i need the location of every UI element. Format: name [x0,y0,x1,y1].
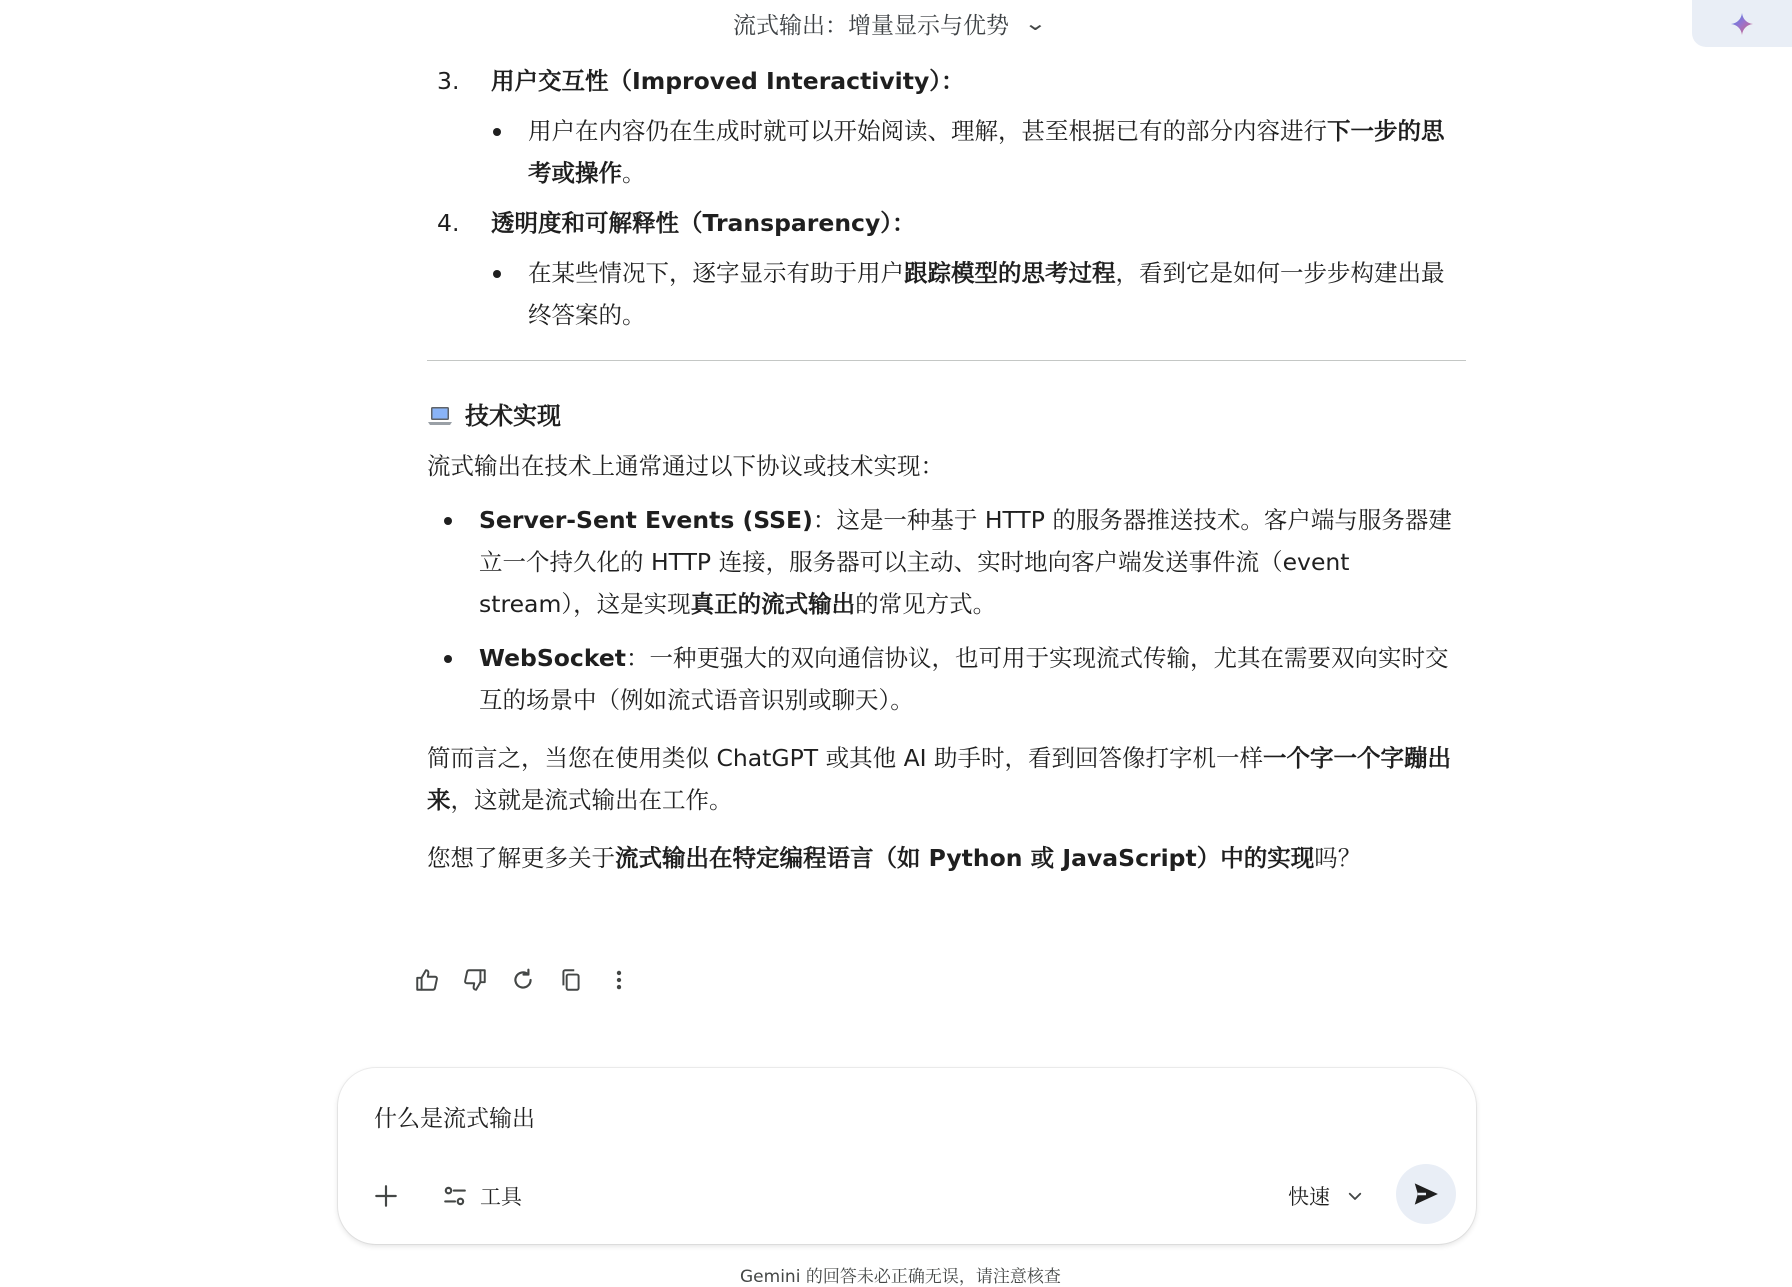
list-item-heading: 透明度和可解释性（Transparency）： [491,209,916,237]
question-tail: 吗？ [1314,844,1362,872]
model-response [427,60,1467,879]
list-number: 4. [437,209,460,237]
chevron-down-icon: ⌄ [1023,11,1048,35]
paragraph: 流式输出在技术上通常通过以下协议或技术实现： [427,452,944,480]
list-number: 3. [437,67,460,95]
gemini-chip[interactable] [1692,0,1792,47]
list-item [437,60,1467,102]
summary-text: 简而言之，当您在使用类似 ChatGPT 或其他 AI 助手时，看到回答像打字机一样 [427,744,1264,772]
bullet-text: ：一种更强大的双向通信协议，也可用于实现流式传输，尤其在需要双向实时交互的场景中（例如流式语音识别或聊天）。 [479,644,1449,714]
question-bold-text: 流式输出在特定编程语言（如 Python 或 JavaScript）中的实现 [615,844,1315,872]
bullet-dot [493,128,501,136]
chevron-down-icon [1346,1187,1364,1205]
bullet-tail: ，看到它是如何一步步构建出最终答案的。 [528,259,1445,329]
thumbs-down-icon [462,967,488,993]
summary-bold-text: 一个字一个字蹦出来 [427,744,1452,814]
list-item [437,202,1467,244]
bullet-text: 在某些情况下，逐字显示有助于用户 [528,259,904,287]
bullet-bold-text: 下一步的思考或操作 [528,117,1445,187]
copy-button[interactable] [557,966,585,994]
thumbs-up-button[interactable] [413,966,441,994]
add-attachment-button[interactable] [366,1176,406,1216]
conversation-title-menu[interactable] [733,4,1048,42]
bullet-text: ：这是一种基于 HTTP 的服务器推送技术。客户端与服务器建立一个持久化的 HTTP 连接，服务器可以主动、实时地向客户端发送事件流（event stream），这是实现 [479,506,1452,618]
send-button[interactable] [1396,1164,1456,1224]
divider [427,360,1466,361]
bullet-dot [493,270,501,278]
more-vert-icon [606,967,632,993]
model-selector[interactable] [1288,1176,1364,1216]
bullet-dot [444,517,452,525]
followup-question [427,837,1467,879]
tools-button[interactable] [442,1176,522,1216]
question-text: 您想了解更多关于 [427,844,615,872]
bullet-item [427,637,1467,721]
prompt-input[interactable]: 什么是流式输出 [374,1106,535,1132]
sub-bullet [427,252,1467,336]
section-heading-text: 技术实现 [465,402,561,430]
bullet-item [427,499,1467,625]
model-label: 快速 [1288,1185,1330,1209]
bullet-dot [444,655,452,663]
prompt-composer [338,1068,1476,1244]
response-actions [413,966,633,994]
send-icon [1411,1179,1441,1209]
tools-icon [442,1183,468,1209]
bullet-text: 用户在内容仍在生成时就可以开始阅读、理解，甚至根据已有的部分内容进行 [528,117,1327,145]
bullet-bold-text: 真正的流式输出 [690,590,856,618]
list-item-heading: 用户交互性（Improved Interactivity）： [491,67,965,95]
bullet-tail: 的常见方式。 [855,590,997,618]
regenerate-icon [510,967,536,993]
laptop-icon [427,404,453,428]
bullet-term: WebSocket [479,644,627,672]
copy-icon [558,967,584,993]
bullet-bold-text: 跟踪模型的思考过程 [904,259,1116,287]
gemini-spark-icon [1730,12,1754,36]
regenerate-button[interactable] [509,966,537,994]
thumbs-down-button[interactable] [461,966,489,994]
thumbs-up-icon [414,967,440,993]
sub-bullet [427,110,1467,194]
disclaimer-note: Gemini 的回答未必正确无误，请注意核查 [740,1267,1061,1287]
plus-icon [373,1183,399,1209]
more-options-button[interactable] [605,966,633,994]
conversation-title: 流式输出：增量显示与优势 [733,12,1009,39]
section-heading [427,395,1467,437]
bullet-term: Server-Sent Events (SSE) [479,506,813,534]
bullet-tail: 。 [622,159,646,187]
summary-tail: ，这就是流式输出在工作。 [450,786,733,814]
summary-paragraph [427,737,1467,821]
tools-label: 工具 [480,1185,522,1209]
